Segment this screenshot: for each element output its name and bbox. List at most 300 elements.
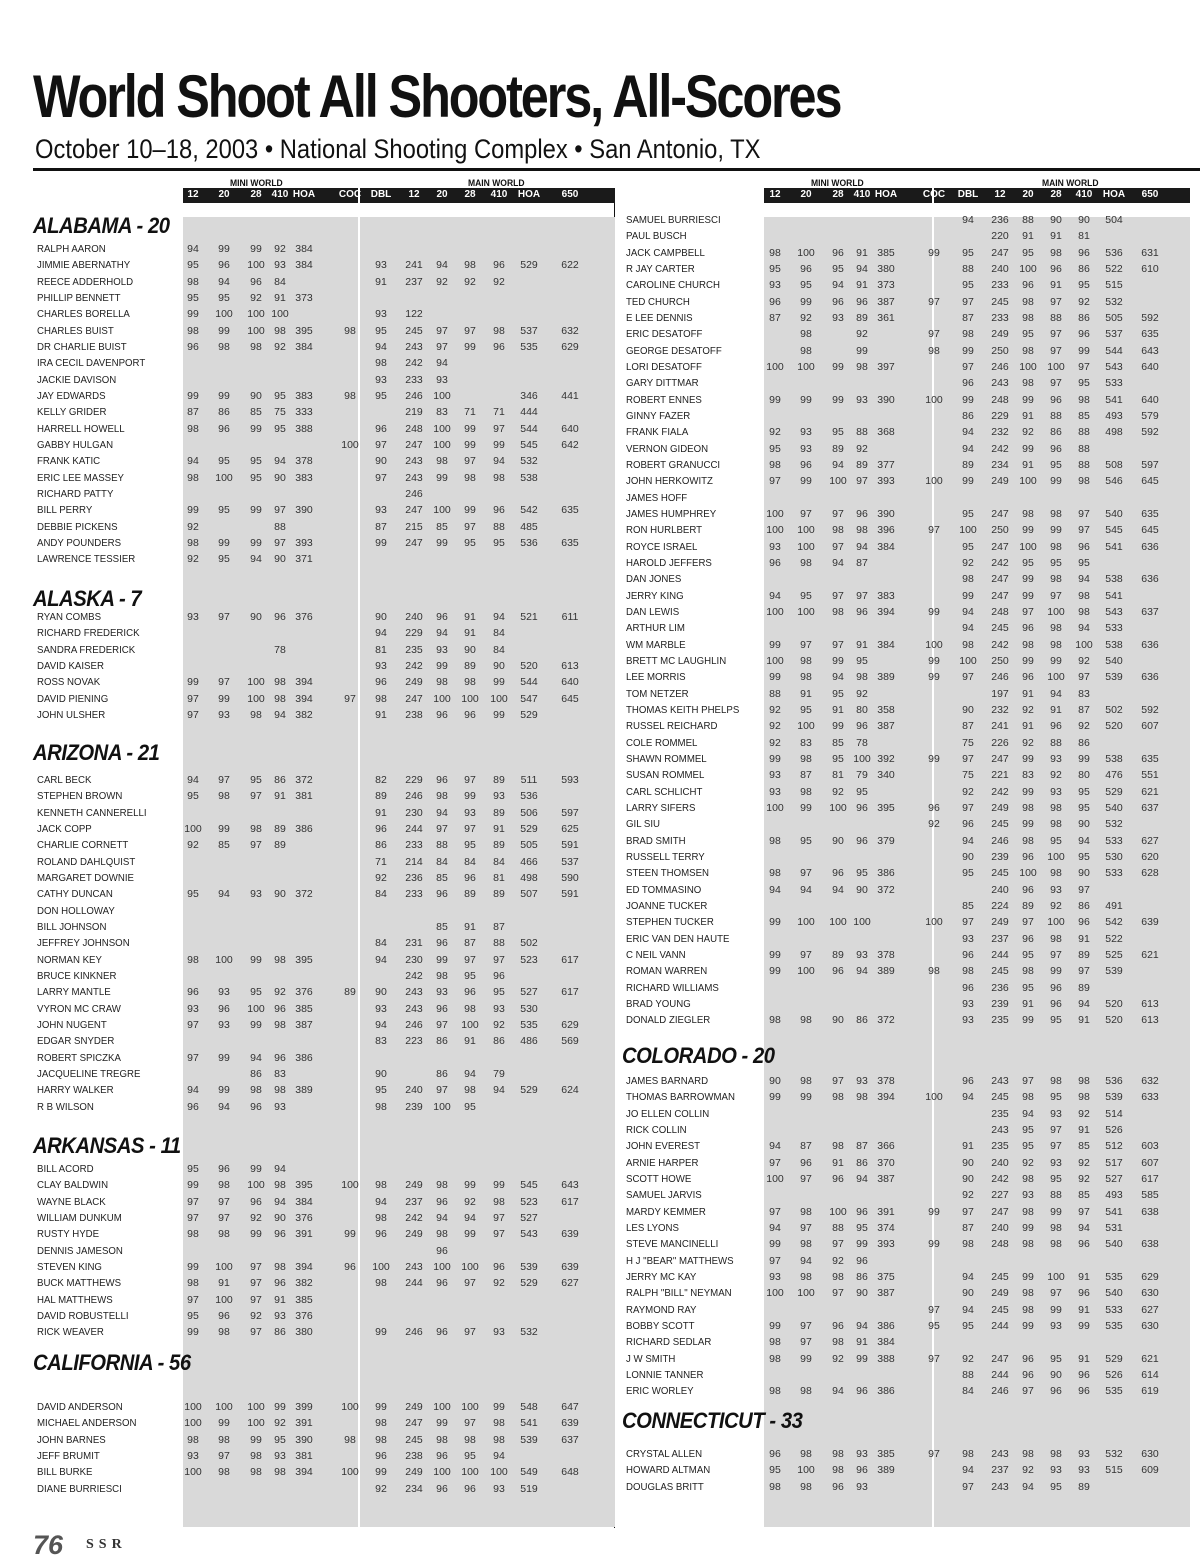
score-cell: 384	[295, 259, 313, 272]
score-cell: 98	[1022, 1172, 1034, 1185]
score-cell: 635	[1141, 328, 1159, 341]
score-cell: 628	[1141, 867, 1159, 880]
score-cell: 100	[853, 916, 871, 929]
score-cell: 229	[405, 627, 423, 640]
score-cell: 399	[295, 1401, 313, 1413]
score-cell: 238	[405, 1449, 423, 1462]
score-cell: 97	[464, 953, 476, 966]
score-cell: 91	[1078, 1270, 1090, 1283]
shooter-name: NORMAN KEY	[37, 953, 102, 966]
score-cell: 99	[250, 243, 262, 255]
score-cell: 89	[464, 659, 476, 672]
score-cell: 244	[405, 1277, 423, 1290]
score-cell: 95	[1022, 1140, 1034, 1153]
shooter-row	[33, 439, 613, 455]
score-cell: 98	[464, 1433, 476, 1446]
shooter-name: DAVID ANDERSON	[37, 1401, 123, 1413]
shooter-row	[33, 1401, 613, 1417]
score-cell: 549	[520, 1466, 538, 1479]
score-cell: 537	[561, 855, 579, 868]
score-cell: 91	[375, 806, 387, 819]
shooter-row	[622, 1222, 1200, 1238]
score-cell: 96	[436, 708, 448, 721]
score-cell: 96	[274, 1228, 286, 1241]
score-cell: 94	[493, 1084, 505, 1097]
score-cell: 96	[1022, 622, 1034, 635]
score-cell: 95	[1022, 981, 1034, 994]
shooter-name: JO ELLEN COLLIN	[626, 1107, 710, 1120]
score-cell: 98	[274, 1260, 286, 1273]
score-cell: 539	[1105, 671, 1123, 684]
score-cell: 233	[991, 279, 1009, 292]
score-cell: 100	[1047, 605, 1065, 618]
shooter-row	[622, 573, 1200, 589]
score-cell: 98	[832, 1336, 844, 1349]
score-cell: 99	[493, 676, 505, 689]
column-header	[33, 180, 613, 204]
score-cell: 384	[877, 638, 895, 651]
score-cell: 91	[274, 790, 286, 803]
score-cell: 520	[1105, 1014, 1123, 1027]
score-cell: 93	[274, 1309, 286, 1322]
score-cell: 99	[218, 1417, 230, 1430]
score-cell: 96	[1078, 1368, 1090, 1381]
score-cell: 92	[250, 291, 262, 304]
score-cell: 243	[405, 340, 423, 353]
score-cell: 71	[375, 855, 387, 868]
score-cell: 627	[1141, 1303, 1159, 1316]
shooter-row	[33, 611, 613, 627]
score-cell: 639	[1141, 916, 1159, 929]
score-cell: 95	[187, 888, 199, 901]
shooter-row	[622, 639, 1200, 655]
score-cell: 93	[1050, 1156, 1062, 1169]
score-cell: 92	[1022, 736, 1034, 749]
score-cell: 94	[769, 1221, 781, 1234]
score-cell: 91	[832, 1156, 844, 1169]
score-cell: 539	[520, 1260, 538, 1273]
score-cell: 227	[991, 1189, 1009, 1202]
score-cell: 92	[800, 311, 812, 324]
score-cell: 94	[769, 589, 781, 602]
shooter-row	[622, 622, 1200, 638]
shooter-row	[622, 867, 1200, 883]
score-cell: 86	[493, 1035, 505, 1048]
state-heading: ALASKA - 7	[33, 586, 142, 611]
score-cell: 92	[856, 442, 868, 455]
shooter-name: DOUGLAS BRITT	[626, 1480, 704, 1493]
score-cell: 96	[832, 867, 844, 880]
score-cell: 387	[877, 1287, 895, 1300]
score-cell: 610	[1141, 262, 1159, 275]
score-cell: 86	[436, 1067, 448, 1080]
shooter-row	[33, 521, 613, 537]
score-cell: 527	[520, 986, 538, 999]
score-cell: 84	[274, 275, 286, 288]
score-cell: 93	[375, 373, 387, 386]
score-cell: 340	[877, 769, 895, 782]
score-cell: 246	[405, 487, 423, 500]
score-cell: 96	[493, 259, 505, 272]
score-cell: 99	[250, 536, 262, 549]
score-cell: 100	[797, 246, 815, 259]
score-cell: 97	[250, 1293, 262, 1306]
score-cell: 88	[769, 687, 781, 700]
score-cell: 613	[1141, 997, 1159, 1010]
score-cell: 98	[493, 1433, 505, 1446]
score-cell: 98	[769, 458, 781, 471]
score-cell: 94	[962, 1270, 974, 1283]
score-cell: 90	[1078, 214, 1090, 226]
score-cell: 98	[800, 752, 812, 765]
score-cell: 98	[832, 1448, 844, 1460]
score-cell: 99	[769, 1319, 781, 1332]
score-cell: 98	[769, 1336, 781, 1349]
score-cell: 97	[1050, 295, 1062, 308]
shooter-name: RICHARD FREDERICK	[37, 627, 140, 640]
score-cell: 98	[218, 1326, 230, 1339]
shooter-name: GARY DITTMAR	[626, 377, 699, 390]
score-cell: 250	[991, 654, 1009, 667]
main-world-label: MAIN WORLD	[468, 178, 525, 189]
score-cell: 100	[372, 1260, 390, 1273]
score-cell: 91	[464, 920, 476, 933]
score-cell: 96	[436, 937, 448, 950]
score-cell: 98	[187, 422, 199, 435]
score-cell: 96	[375, 676, 387, 689]
score-cell: 96	[856, 295, 868, 308]
score-cell: 240	[991, 1156, 1009, 1169]
score-cell: 98	[856, 360, 868, 373]
score-cell: 243	[405, 1260, 423, 1273]
score-cell: 97	[800, 507, 812, 520]
shooter-row	[33, 1035, 613, 1051]
score-cell: 88	[493, 520, 505, 533]
score-cell: 96	[1050, 393, 1062, 406]
shooter-name: CHARLES BORELLA	[37, 308, 130, 321]
score-cell: 97	[493, 1211, 505, 1224]
score-cell: 86	[962, 409, 974, 422]
shooter-row	[622, 361, 1200, 377]
score-cell: 597	[561, 806, 579, 819]
score-cell: 569	[561, 1035, 579, 1048]
shooter-row	[33, 823, 613, 839]
shooter-name: JIMMIE ABERNATHY	[37, 259, 131, 272]
score-cell: 100	[341, 1401, 359, 1413]
shooter-row	[622, 475, 1200, 491]
score-cell: 87	[1078, 703, 1090, 716]
score-cell: 91	[1078, 1352, 1090, 1365]
score-cell: 99	[218, 243, 230, 255]
score-cell: 372	[295, 774, 313, 786]
shooter-row	[33, 693, 613, 709]
shooter-name: ARTHUR LIM	[626, 622, 685, 635]
score-cell: 92	[1078, 1107, 1090, 1120]
score-cell: 645	[1141, 524, 1159, 537]
shooter-name: THOMAS BARROWMAN	[626, 1091, 735, 1104]
score-cell: 95	[274, 389, 286, 402]
score-cell: 80	[1078, 769, 1090, 782]
score-cell: 93	[769, 279, 781, 292]
score-cell: 100	[797, 524, 815, 537]
score-cell: 100	[247, 676, 265, 689]
score-cell: 522	[1105, 262, 1123, 275]
shooter-name: LONNIE TANNER	[626, 1368, 704, 1381]
shooter-name: BILL JOHNSON	[37, 920, 107, 933]
shooter-row	[33, 259, 613, 275]
score-cell: 590	[561, 871, 579, 884]
score-cell: 100	[1047, 850, 1065, 863]
score-cell: 97	[218, 1449, 230, 1462]
score-cell: 397	[877, 360, 895, 373]
score-cell: 92	[274, 1417, 286, 1430]
score-cell: 506	[520, 806, 538, 819]
score-cell: 94	[1022, 1480, 1034, 1493]
score-cell: 95	[800, 589, 812, 602]
score-cell: 243	[991, 1123, 1009, 1136]
shooter-name: LARRY MANTLE	[37, 986, 111, 999]
score-cell: 97	[187, 1195, 199, 1208]
shooter-row	[622, 818, 1200, 834]
score-cell: 100	[766, 507, 784, 520]
score-cell: 95	[1050, 1014, 1062, 1027]
score-cell: 247	[991, 752, 1009, 765]
shooter-name: JACK CAMPBELL	[626, 246, 705, 259]
score-cell: 541	[1105, 1205, 1123, 1218]
score-cell: 90	[375, 1067, 387, 1080]
score-cell: 86	[856, 1014, 868, 1027]
score-cell: 92	[464, 275, 476, 288]
column-header-cell: 410	[1075, 189, 1093, 200]
score-cell: 93	[218, 986, 230, 999]
shooter-name: LES LYONS	[626, 1221, 679, 1234]
score-cell: 632	[1141, 1075, 1159, 1087]
score-cell: 92	[493, 275, 505, 288]
score-cell: 648	[561, 1466, 579, 1479]
score-cell: 99	[250, 504, 262, 517]
score-cell: 248	[991, 1238, 1009, 1251]
score-cell: 94	[375, 1018, 387, 1031]
score-cell: 540	[1105, 1238, 1123, 1251]
score-cell: 245	[991, 1303, 1009, 1316]
score-cell: 81	[493, 871, 505, 884]
score-cell: 94	[1078, 573, 1090, 586]
score-cell: 86	[1078, 262, 1090, 275]
score-cell: 98	[1050, 1075, 1062, 1087]
score-cell: 98	[274, 692, 286, 705]
score-cell: 621	[1141, 1352, 1159, 1365]
score-cell: 98	[1050, 1221, 1062, 1234]
score-cell: 383	[295, 389, 313, 402]
score-cell: 97	[769, 475, 781, 488]
score-cell: 85	[1078, 1140, 1090, 1153]
score-cell: 98	[1078, 1091, 1090, 1104]
shooter-name: JOHN NUGENT	[37, 1018, 107, 1031]
shooter-row	[622, 1304, 1200, 1320]
score-cell: 88	[1022, 214, 1034, 226]
score-cell: 96	[962, 377, 974, 390]
shooter-row	[622, 933, 1200, 949]
score-cell: 547	[520, 692, 538, 705]
score-cell: 94	[1050, 687, 1062, 700]
shooter-row	[622, 459, 1200, 475]
score-cell: 88	[1050, 736, 1062, 749]
score-cell: 88	[1078, 458, 1090, 471]
shooter-row	[33, 488, 613, 504]
score-cell: 243	[991, 377, 1009, 390]
score-cell: 197	[991, 687, 1009, 700]
score-cell: 99	[769, 965, 781, 978]
score-cell: 543	[1105, 360, 1123, 373]
shooter-name: BRAD SMITH	[626, 834, 686, 847]
score-cell: 99	[1078, 344, 1090, 357]
score-cell: 100	[1047, 671, 1065, 684]
score-cell: 94	[800, 1254, 812, 1267]
score-cell: 94	[962, 442, 974, 455]
score-cell: 99	[962, 393, 974, 406]
score-cell: 636	[1141, 540, 1159, 553]
score-cell: 94	[962, 1091, 974, 1104]
score-cell: 96	[250, 1100, 262, 1113]
score-cell: 91	[1078, 1014, 1090, 1027]
score-cell: 98	[375, 692, 387, 705]
score-cell: 99	[1022, 442, 1034, 455]
score-cell: 95	[218, 504, 230, 517]
shooter-row	[33, 872, 613, 888]
shooter-row	[622, 949, 1200, 965]
score-cell: 83	[375, 1035, 387, 1048]
shooter-name: BRAD YOUNG	[626, 997, 691, 1010]
shooter-row	[33, 374, 613, 390]
score-cell: 98	[187, 471, 199, 484]
score-cell: 92	[832, 785, 844, 798]
score-cell: 94	[962, 214, 974, 226]
score-cell: 90	[375, 455, 387, 468]
score-cell: 532	[520, 455, 538, 468]
shooter-name: VYRON MC CRAW	[37, 1002, 121, 1015]
score-cell: 99	[218, 389, 230, 402]
score-cell: 249	[991, 328, 1009, 341]
score-cell: 607	[1141, 1156, 1159, 1169]
shooter-row	[33, 790, 613, 806]
score-cell: 96	[1078, 540, 1090, 553]
score-cell: 395	[295, 324, 313, 337]
score-cell: 96	[218, 1163, 230, 1175]
score-cell: 632	[561, 324, 579, 337]
score-cell: 98	[800, 1238, 812, 1251]
score-cell: 98	[962, 573, 974, 586]
score-cell: 100	[766, 1172, 784, 1185]
score-cell: 97	[187, 1051, 199, 1064]
score-cell: 383	[295, 471, 313, 484]
score-cell: 542	[1105, 916, 1123, 929]
score-cell: 390	[877, 393, 895, 406]
shooter-name: CHARLES BUIST	[37, 324, 114, 337]
score-cell: 95	[1050, 834, 1062, 847]
score-cell: 95	[250, 774, 262, 786]
score-cell: 96	[375, 1228, 387, 1241]
score-cell: 385	[877, 1448, 895, 1460]
score-cell: 98	[344, 389, 356, 402]
score-cell: 97	[962, 671, 974, 684]
score-cell: 95	[962, 540, 974, 553]
score-cell: 86	[375, 839, 387, 852]
shooter-row	[33, 1483, 613, 1499]
score-cell: 100	[433, 389, 451, 402]
score-cell: 89	[274, 839, 286, 852]
score-cell: 98	[800, 654, 812, 667]
score-cell: 90	[375, 611, 387, 623]
score-cell: 94	[274, 1163, 286, 1175]
shooter-name: DAN LEWIS	[626, 605, 680, 618]
score-cell: 99	[1050, 1205, 1062, 1218]
score-cell: 533	[1105, 622, 1123, 635]
score-cell: 94	[187, 774, 199, 786]
score-cell: 98	[274, 324, 286, 337]
score-cell: 630	[1141, 1319, 1159, 1332]
score-cell: 97	[493, 953, 505, 966]
shooter-name: STEVE MANCINELLI	[626, 1238, 719, 1251]
score-cell: 99	[464, 438, 476, 451]
score-cell: 541	[1105, 589, 1123, 602]
score-cell: 90	[832, 834, 844, 847]
score-cell: 98	[832, 524, 844, 537]
score-cell: 91	[856, 638, 868, 651]
score-cell: 377	[877, 458, 895, 471]
score-cell: 93	[769, 1270, 781, 1283]
score-cell: 502	[1105, 703, 1123, 716]
score-cell: 95	[250, 986, 262, 999]
score-cell: 635	[561, 504, 579, 517]
score-cell: 96	[187, 340, 199, 353]
score-cell: 636	[1141, 671, 1159, 684]
score-cell: 87	[375, 520, 387, 533]
score-cell: 99	[962, 589, 974, 602]
shooter-row	[622, 671, 1200, 687]
state-heading: ALABAMA - 20	[33, 213, 170, 238]
score-cell: 100	[1075, 638, 1093, 651]
score-cell: 97	[856, 589, 868, 602]
score-cell: 219	[405, 406, 423, 419]
score-cell: 91	[856, 246, 868, 259]
score-cell: 384	[877, 540, 895, 553]
score-cell: 504	[1105, 214, 1123, 226]
score-cell: 539	[1105, 1091, 1123, 1104]
score-cell: 394	[295, 1466, 313, 1479]
shooter-row	[622, 394, 1200, 410]
score-cell: 541	[1105, 393, 1123, 406]
shooter-row	[622, 443, 1200, 459]
score-cell: 235	[991, 1014, 1009, 1027]
score-cell: 247	[991, 1205, 1009, 1218]
shooter-row	[622, 1271, 1200, 1287]
score-cell: 640	[1141, 360, 1159, 373]
score-cell: 95	[218, 291, 230, 304]
column-header-cell: 28	[832, 189, 844, 200]
score-cell: 93	[962, 997, 974, 1010]
score-cell: 630	[1141, 1448, 1159, 1460]
score-cell: 96	[344, 1260, 356, 1273]
score-cell: 90	[962, 1172, 974, 1185]
score-cell: 358	[877, 703, 895, 716]
score-cell: 98	[493, 1417, 505, 1430]
score-cell: 92	[832, 1352, 844, 1365]
score-cell: 98	[769, 246, 781, 259]
score-cell: 248	[991, 605, 1009, 618]
score-cell: 98	[1050, 507, 1062, 520]
score-cell: 522	[1105, 932, 1123, 945]
column-header-cell: 12	[994, 189, 1006, 200]
